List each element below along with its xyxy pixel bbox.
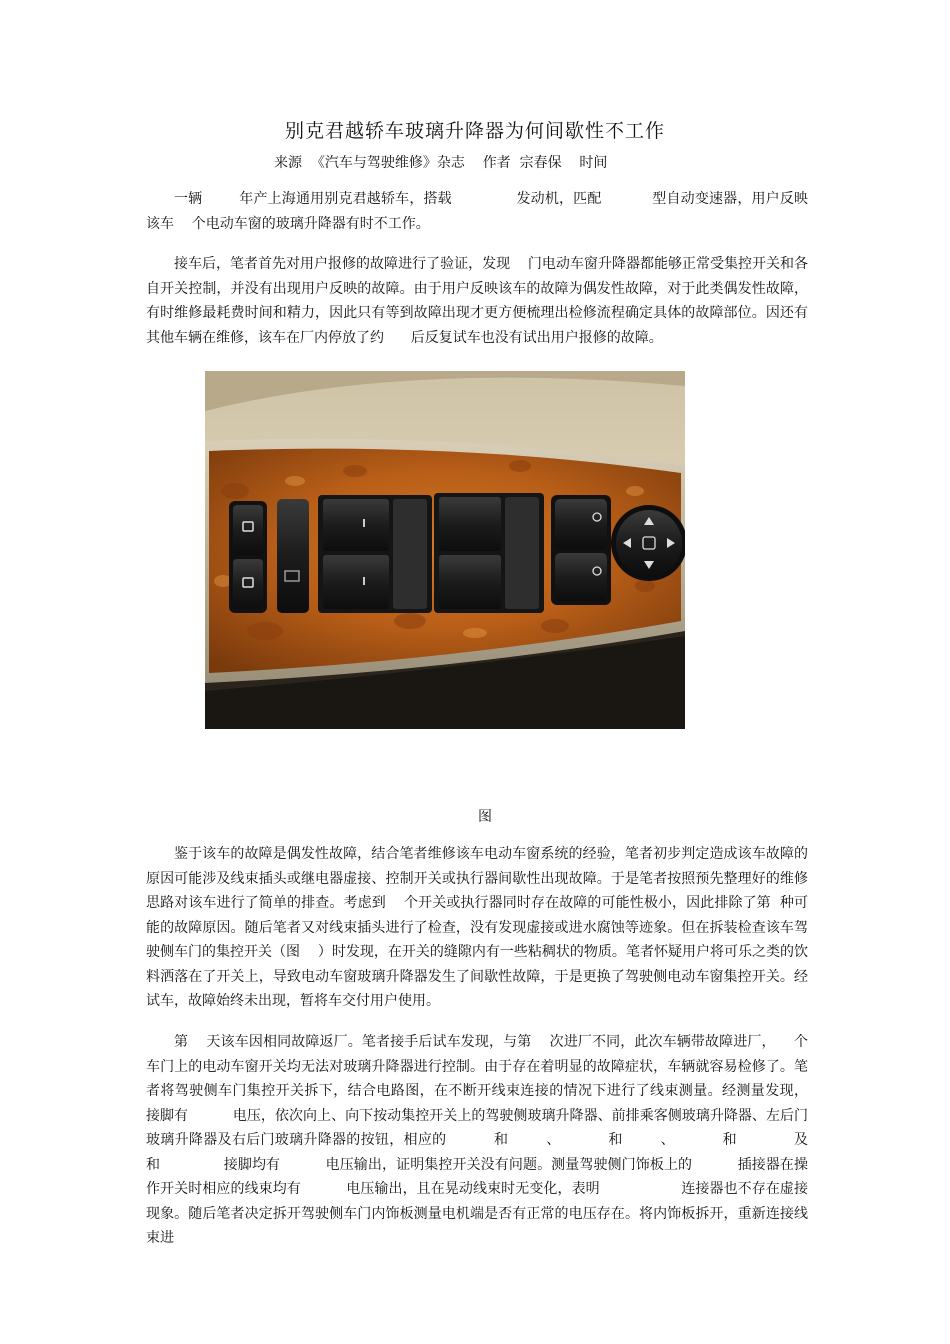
paragraph-1: 一辆 年产上海通用别克君越轿车，搭载 发动机，匹配 型自动变速器，用户反映该车 个电动车窗的玻璃升降器有时不工作。 bbox=[146, 191, 808, 232]
paragraph-2: 接车后，笔者首先对用户报修的故障进行了验证，发现 门电动车窗升降器都能够正常受集控开关和各自开关控制，并没有出现用户反映的故障。由于用户反映该车的故障为偶发性故障，对于此类偶发性故障，有时维修最耗费时间和精力，因此只有等到故障出现才更方便梳理出检修流程确定具体的故障部位。因还有其他车辆在维修，该车在厂内停放了约 后反复试车也没有试出用户报修的故障。 bbox=[146, 256, 808, 346]
window-switch-photo bbox=[205, 371, 685, 729]
figure-caption: 图 bbox=[478, 809, 492, 825]
paragraph-4: 第 天该车因相同故障返厂。笔者接手后试车发现，与第 次进厂不同，此次车辆带故障进厂， 个车门上的电动车窗开关均无法对玻璃升降器进行控制。由于存在着明显的故障症状，车辆就容易检修了。笔者将驾驶侧车门集控开关拆下，结合电路图，在不断开线束连接的情况下进行了线束测量。经测量发现， 接脚有 电压，依次向上、向下按动集控开关上的驾驶侧玻璃升降器、前排乘客侧玻璃升降器、左后门玻璃升降器及右后门玻璃升降器的按钮，相应的 和 、 和 、 和 及 和 接脚均有 电压输出，证明集控开关没有问题。测量驾驶侧门饰板上的 插接器在操作开关时相应的线束均有 电压输出，且在晃动线束时无变化，表明 连接器也不存在虚接现象。随后笔者决定拆开驾驶侧车门内饰板测量电机端是否有正常的电压存在。将内饰板拆开，重新连接线束进 bbox=[146, 1034, 853, 1246]
source-line: 来源 《汽车与驾驶维修》杂志 作者 宗春保 时间 bbox=[274, 155, 608, 171]
paragraph-3: 鉴于该车的故障是偶发性故障，结合笔者维修该车电动车窗系统的经验，笔者初步判定造成该车故障的原因可能涉及线束插头或继电器虚接、控制开关或执行器间歇性出现故障。于是笔者按照预先整理好的维修思路对该车进行了简单的排查。考虑到 个开关或执行器同时存在故障的可能性极小，因此排除了第 种可能的故障原因。随后笔者又对线束插头进行了检查，没有发现虚接或进水腐蚀等迹象。但在拆装检查该车驾驶侧车门的集控开关（图 ）时发现，在开关的缝隙内有一些粘稠状的物质。笔者怀疑用户将可乐之类的饮料洒落在了开关上，导致电动车窗玻璃升降器发生了间歇性故障，于是更换了驾驶侧电动车窗集控开关。经试车，故障始终未出现，暂将车交付用户使用。 bbox=[146, 846, 808, 1009]
article-title: 别克君越轿车玻璃升降器为何间歇性不工作 bbox=[284, 120, 665, 142]
